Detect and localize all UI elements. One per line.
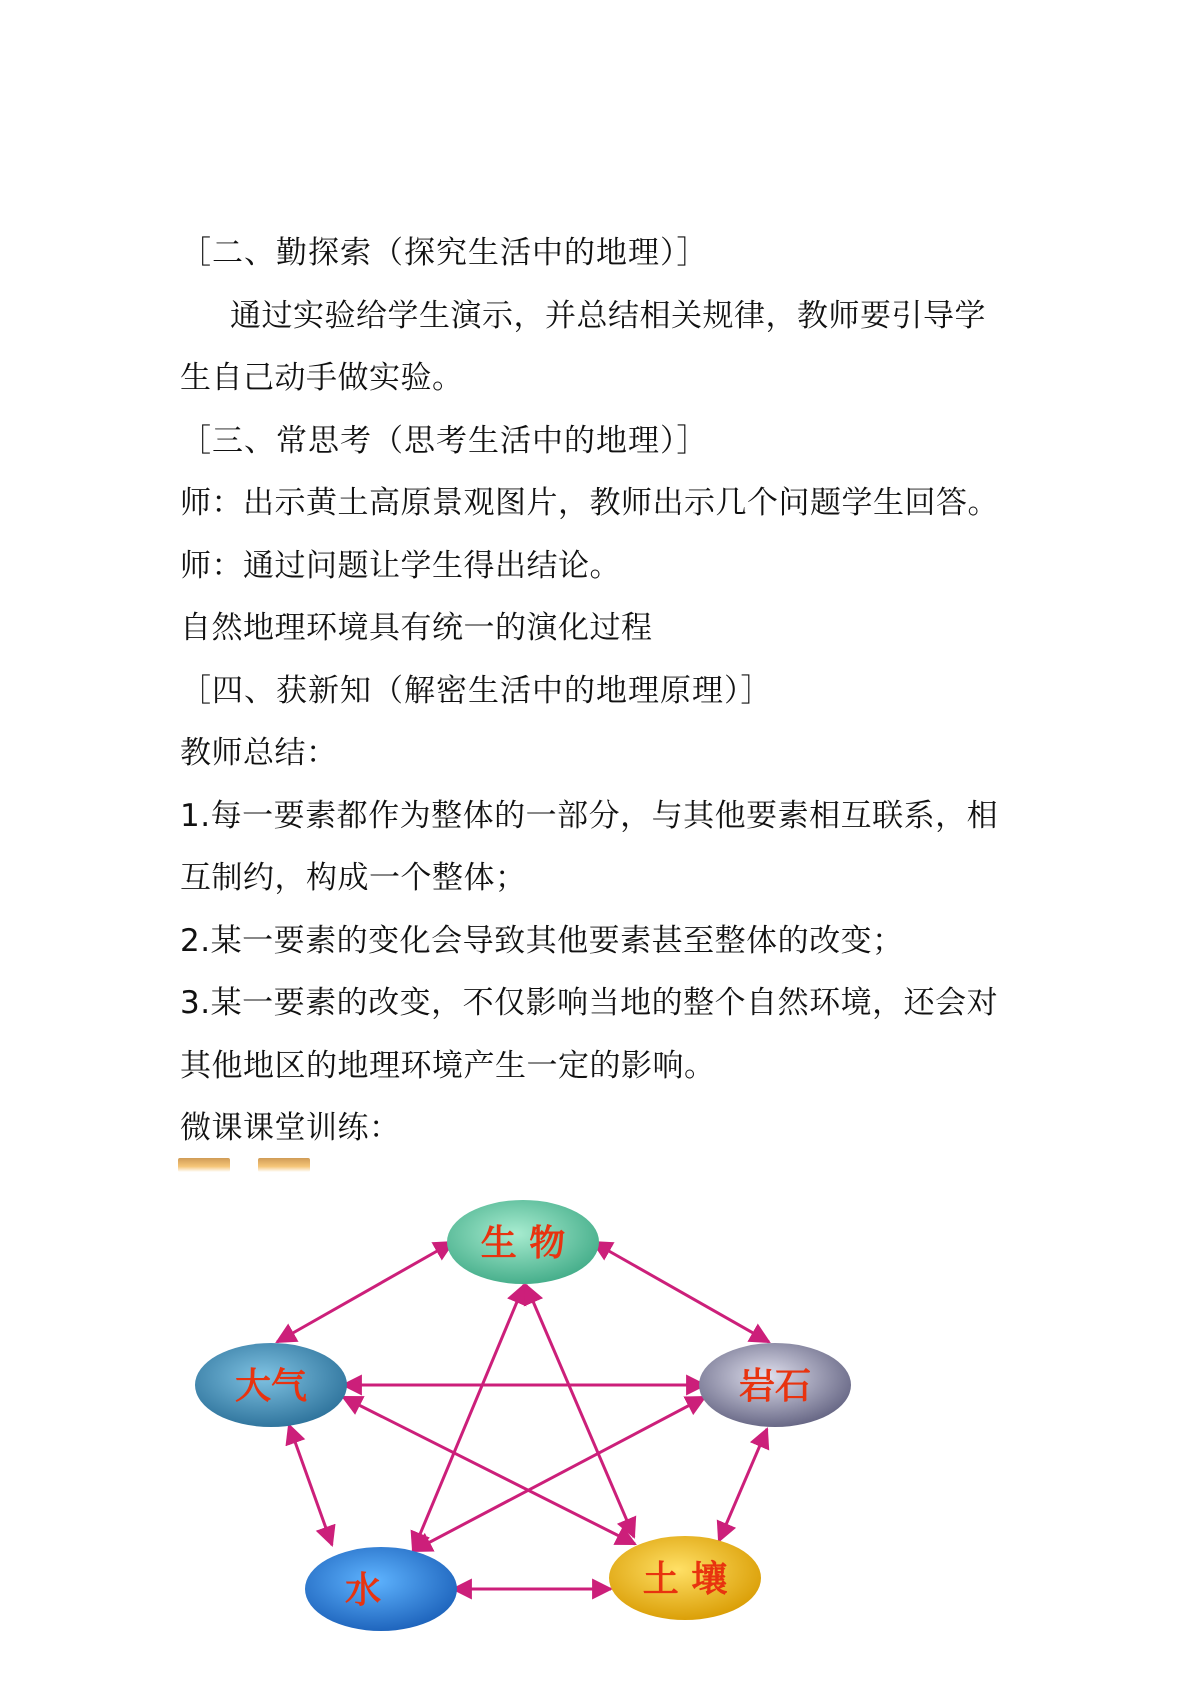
arrow-rock-water — [413, 1397, 705, 1551]
list-item-3: 3.某一要素的改变，不仅影响当地的整个自然环境，还会对 — [180, 985, 999, 1021]
node-atmosphere-label: 大气 — [234, 1366, 308, 1407]
node-biology-label: 生 物 — [480, 1223, 566, 1264]
node-biology — [447, 1200, 599, 1284]
arrow-biology-rock — [593, 1242, 769, 1342]
list-item-2: 2.某一要素的变化会导致其他要素甚至整体的改变； — [180, 922, 904, 959]
node-soil — [609, 1536, 761, 1620]
paragraph-line: 自然地理环境具有统一的演化过程 — [180, 610, 653, 646]
paragraph-line: 师：出示黄土高原景观图片，教师出示几个问题学生回答。 — [180, 485, 999, 521]
node-atmosphere — [195, 1343, 347, 1427]
node-water — [305, 1547, 457, 1631]
stray-mark-left — [178, 1158, 230, 1172]
paragraph-line: 师：通过问题让学生得出结论。 — [180, 547, 621, 584]
arrow-biology-soil — [526, 1285, 634, 1537]
paragraph-line: 生自己动手做实验。 — [180, 360, 464, 396]
node-soil-label: 土 壤 — [642, 1559, 728, 1600]
arrow-rock-soil — [719, 1429, 767, 1541]
node-rock — [699, 1343, 851, 1427]
section-heading-2: ［二、勤探索（探究生活中的地理）］ — [180, 235, 709, 271]
list-item-3-cont: 其他地区的地理环境产生一定的影响。 — [180, 1047, 716, 1084]
stray-mark-right — [258, 1158, 310, 1172]
paragraph-line: 微课课堂训练： — [180, 1110, 401, 1146]
node-water-label: 水 — [344, 1570, 382, 1611]
paragraph-line: 教师总结： — [180, 735, 338, 771]
arrow-biology-atmosphere — [277, 1242, 453, 1342]
element-relation-diagram — [195, 1185, 935, 1665]
arrow-biology-water — [413, 1285, 524, 1551]
arrow-atmosphere-soil — [343, 1397, 635, 1544]
list-item-1-cont: 互制约，构成一个整体； — [180, 860, 527, 896]
diagram-svg — [195, 1185, 935, 1665]
paragraph-line: 通过实验给学生演示，并总结相关规律，教师要引导学 — [230, 297, 986, 334]
list-item-1: 1.每一要素都作为整体的一部分，与其他要素相互联系，相 — [180, 797, 999, 834]
section-heading-3: ［三、常思考（思考生活中的地理）］ — [180, 422, 709, 459]
document-body — [180, 222, 1040, 1160]
section-heading-4: ［四、获新知（解密生活中的地理原理）］ — [180, 672, 773, 709]
node-rock-label: 岩石 — [738, 1366, 812, 1407]
arrow-atmosphere-water — [289, 1425, 332, 1545]
